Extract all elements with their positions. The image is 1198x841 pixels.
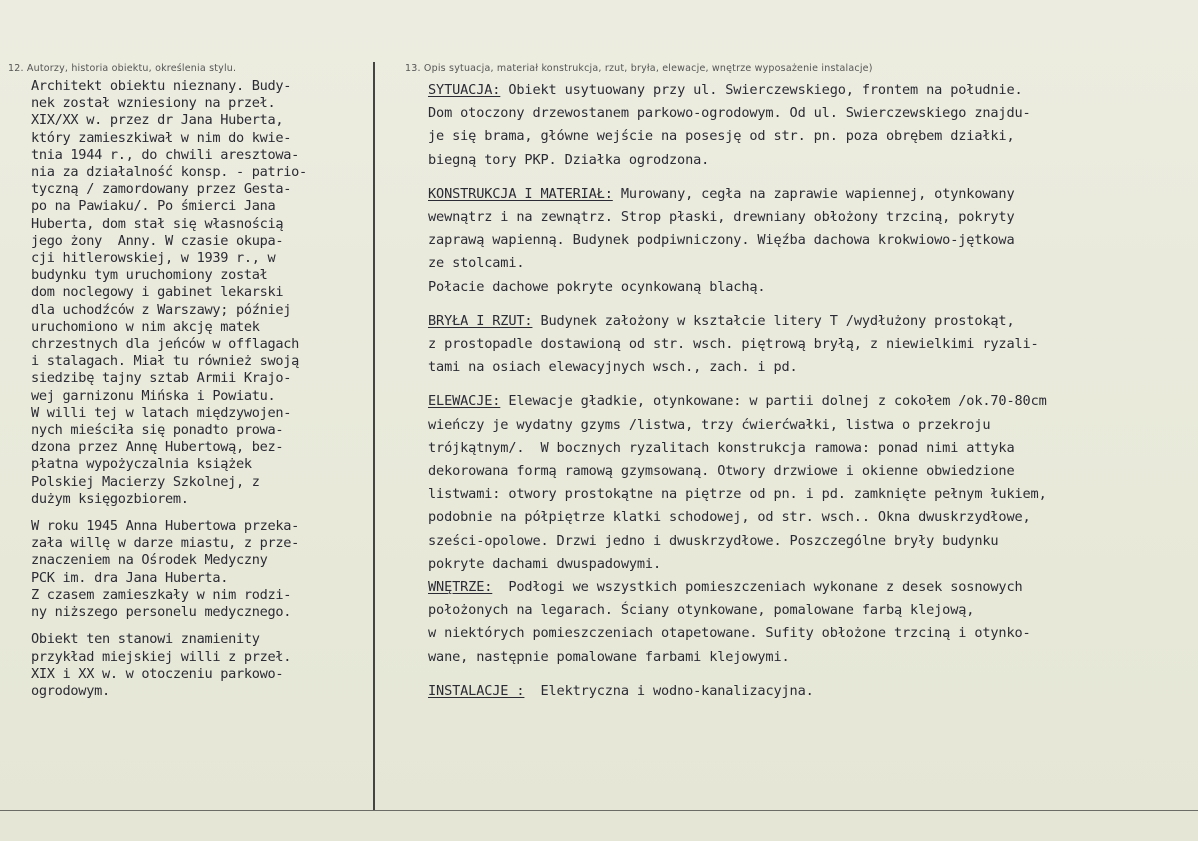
section-heading: KONSTRUKCJA I MATERIAŁ: [428, 185, 613, 202]
section-text: Budynek założony w kształcie litery T /wydłużony prostokąt, z prostopadle dostawioną od str. wsch. piętrową bryłą, z niewielkimi ryzali- tami na osiach elewacyjnych wsch., zach. i pd. [428, 312, 1039, 376]
section-heading: INSTALACJE : [428, 682, 525, 699]
right-column-header: 13. Opis sytuacja, materiał konstrukcja, rzut, bryła, elewacje, wnętrze wyposażenie instalacje) [405, 63, 873, 74]
history-paragraph-origin: Architekt obiektu nieznany. Budy- nek został wzniesiony na przeł. XIX/XX w. przez dr Jana Huberta, który zamieszkiwał w nim do kwie- tnia 1944 r., do chwili aresztowa- nia za działalność konsp. - patrio- tyczną / zamordowany przez Gesta- po na Pawiaku/. Po śmierci Jana Huberta, dom stał się własnością jego żony Anny. W czasie okupa- cji hitlerowskiej, w 1939 r., w budynku tym uruchomiony został dom noclegowy i gabinet lekarski dla uchodźców z Warszawy; później uruchomiono w nim akcję matek chrzestnych dla jeńców w offlagach i stalagach. Miał tu również swoją siedzibę tajny sztab Armii Krajo- wej garnizonu Mińska i Powiatu. W willi tej w latach międzywojen- nych mieściła się ponadto prowa- dzona przez Annę Hubertową, bez- płatna wypożyczalnia książek Polskiej Macierzy Szkolnej, z dużym księgozbiorem. [31, 78, 307, 507]
history-paragraph-summary: Obiekt ten stanowi znamienity przykład miejskiej willi z przeł. XIX i XX w. w otoczeniu parkowo- ogrodowym. [31, 631, 292, 699]
section-text: Elewacje gładkie, otynkowane: w partii dolnej z cokołem /ok.70-80cm wieńczy je wydatny gzyms /listwa, trzy ćwierćwałki, listwa o przekroju trójkątnym/. W bocznych ryzalitach konstrukcja ramowa: ponad nimi attyka dekorowana formą ramową gzymsowaną. Otwory drzwiowe i okienne obwiedzione listwami: otwory prostokątne na piętrze od pn. i pd. zamknięte pełnym łukiem, podobnie na półpiętrze klatki schodowej, od str. wsch.. Okna dwuskrzydłowe, sześci-opolowe. Drzwi jedno i dwuskrzydłowe. Poszczególne bryły budynku pokryte dachami dwuspadowymi. [428, 393, 1047, 572]
section-text: Obiekt usytuowany przy ul. Swierczewskiego, frontem na południe. Dom otoczony drzewostanem parkowo-ogrodowym. Od ul. Swierczewskiego znajdu- je się brama, główne wejście na posesję od str. pn. poza obrębem działki, biegną tory PKP. Działka ogrodzona. [428, 82, 1031, 168]
section-sytuacja [428, 79, 1193, 172]
description-column [428, 79, 1193, 703]
section-heading: BRYŁA I RZUT: [428, 312, 533, 329]
section-heading: WNĘTRZE: [428, 579, 493, 596]
column-divider [373, 62, 375, 810]
section-instalacje [428, 680, 1193, 703]
section-heading: ELEWACJE: [428, 393, 501, 410]
history-column [31, 78, 371, 700]
section-elewacje [428, 390, 1193, 576]
section-heading: SYTUACJA: [428, 82, 501, 98]
section-bryla [428, 310, 1193, 380]
bottom-rule [0, 810, 1198, 811]
section-text: Podłogi we wszystkich pomieszczeniach wykonane z desek sosnowych położonych na legarach. Ściany otynkowane, pomalowane farbą klejową, w niektórych pomieszczeniach otapetowane. Sufity obłożone trzciną i otynko- wane, następnie pomalowane farbami klejowymi. [428, 579, 1031, 665]
section-text: Elektryczna i wodno-kanalizacyjna. [524, 682, 814, 699]
section-text: Murowany, cegła na zaprawie wapiennej, otynkowany wewnątrz i na zewnątrz. Strop płaski, drewniany obłożony trzciną, pokryty zaprawą wapienną. Budynek podpiwniczony. Więźba dachowa krokwiowo-jętkowa ze stolcami. Połacie dachowe pokryte ocynkowaną blachą. [428, 185, 1015, 295]
left-column-header: 12. Autorzy, historia obiektu, określenia stylu. [8, 63, 237, 74]
section-konstrukcja [428, 183, 1193, 299]
history-paragraph-1945: W roku 1945 Anna Hubertowa przeka- zała willę w darze miastu, z prze- znaczeniem na Ośrodek Medyczny PCK im. dra Jana Huberta. Z czasem zamieszkały w nim rodzi- ny niższego personelu medycznego. [31, 518, 300, 621]
section-wnetrze [428, 576, 1193, 669]
